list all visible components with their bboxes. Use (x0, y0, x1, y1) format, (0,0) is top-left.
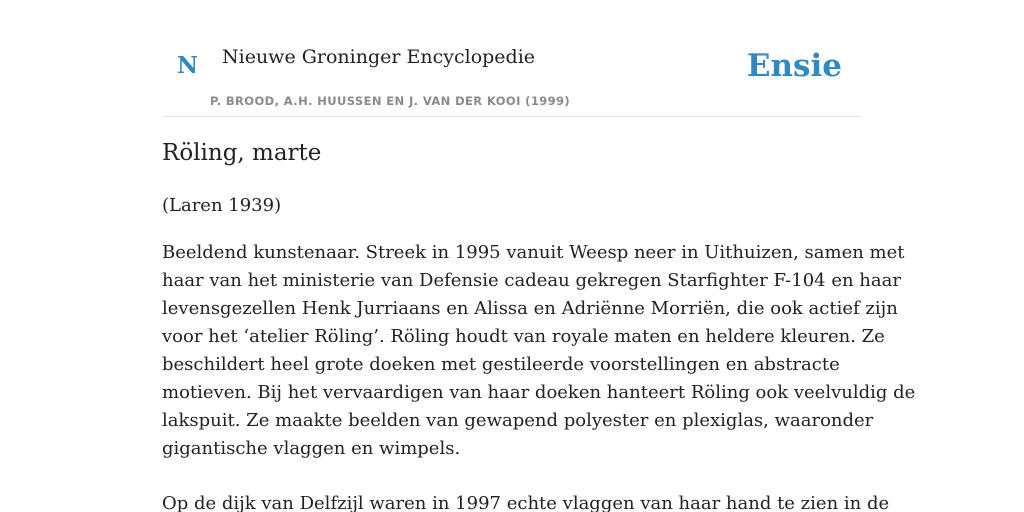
body-line: voor het ‘atelier Röling’. Röling houdt van royale maten en heldere kleuren. Ze (162, 326, 885, 347)
book-logo-icon[interactable]: N (177, 52, 199, 79)
content-column (162, 0, 916, 512)
book-title-link[interactable]: Nieuwe Groninger Encyclopedie (222, 46, 536, 68)
body-line: levensgezellen Henk Jurriaans en Alissa en Adriënne Morriën, die ook actief zijn (162, 298, 898, 319)
ensie-brand-logo[interactable]: Ensie (746, 48, 842, 84)
body-line: haar van het ministerie van Defensie cadeau gekregen Starfighter F-104 en haar (162, 270, 901, 291)
entry-body (162, 239, 916, 512)
book-header (162, 0, 862, 117)
paragraph-spacer (162, 463, 862, 490)
body-line: Beeldend kunstenaar. Streek in 1995 vanuit Weesp neer in Uithuizen, samen met (162, 242, 905, 263)
book-authors: P. BROOD, A.H. HUUSSEN EN J. VAN DER KOOI (1999) (210, 94, 571, 108)
body-line: Op de dijk van Delfzijl waren in 1997 echte vlaggen van haar hand te zien in de (162, 493, 890, 512)
body-line: motieven. Bij het vervaardigen van haar doeken hanteert Röling ook veelvuldig de (162, 382, 916, 403)
body-line: gigantische vlaggen en wimpels. (162, 438, 461, 459)
body-line: beschildert heel grote doeken met gestileerde voorstellingen en abstracte (162, 354, 840, 375)
body-line: lakspuit. Ze maakte beelden van gewapend polyester en plexiglas, waaronder (162, 410, 874, 431)
entry-title: Röling, marte (162, 140, 322, 166)
entry-birth-info: (Laren 1939) (162, 195, 282, 216)
